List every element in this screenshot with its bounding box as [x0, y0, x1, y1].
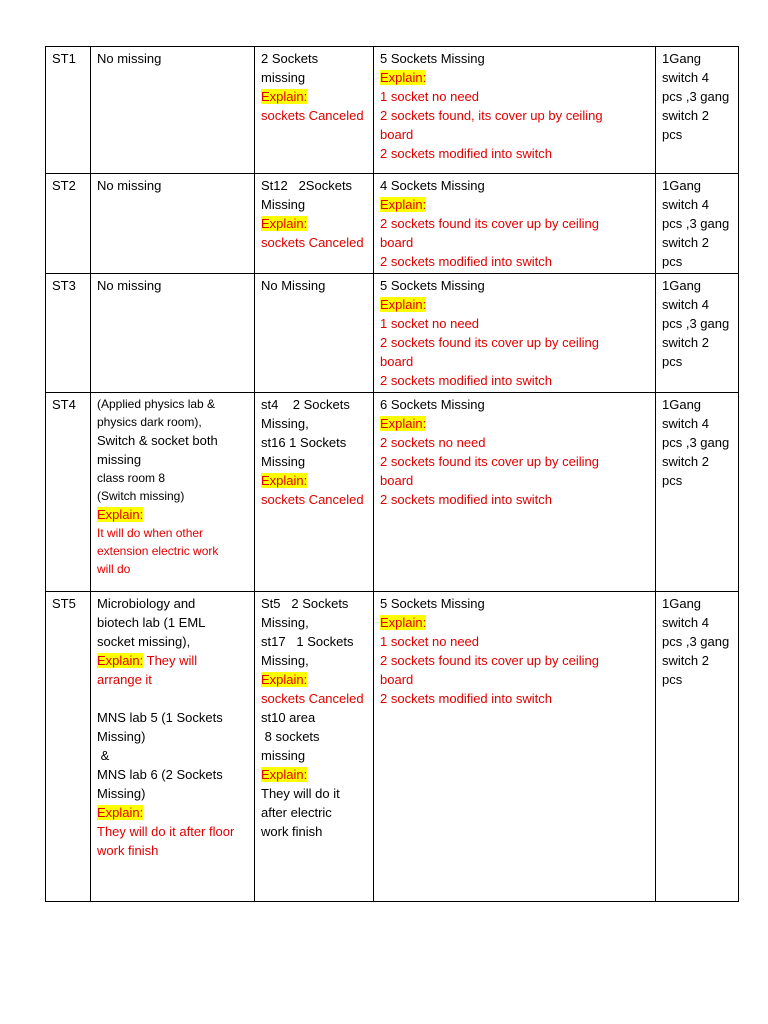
explain-text: sockets Canceled: [261, 691, 364, 706]
cell-text: 5 Sockets Missing: [380, 51, 485, 66]
explain-label: [380, 414, 649, 433]
table-body: [46, 47, 739, 902]
table-row: [46, 47, 739, 174]
cell-text: MNS lab 5 (1 Sockets: [97, 710, 223, 725]
explain-line: [97, 651, 248, 670]
cell-text: Missing,: [261, 416, 309, 431]
cell-text: Missing,: [261, 653, 309, 668]
cell-text: pcs ,3 gang: [662, 316, 730, 331]
row-id: ST3: [52, 278, 76, 293]
explain-text: sockets Canceled: [261, 235, 364, 250]
cell-col5: [656, 393, 739, 592]
cell-text: Missing,: [261, 615, 309, 630]
cell-text: 1Gang: [662, 397, 702, 412]
explain-highlight: Explain:: [380, 70, 427, 85]
explain-label: Explain:: [97, 653, 144, 668]
cell-text: missing: [97, 452, 142, 467]
cell-col3: [255, 393, 374, 592]
cell-text: pcs: [662, 473, 683, 488]
explain-text: board: [380, 354, 414, 369]
cell-col4: [374, 174, 656, 274]
explain-text: 1 socket no need: [380, 634, 480, 649]
cell-col3: [255, 592, 374, 902]
cell-text: st10 area: [261, 710, 316, 725]
explain-text: 1 socket no need: [380, 316, 480, 331]
cell-text: MNS lab 6 (2 Sockets: [97, 767, 223, 782]
table-row: [46, 592, 739, 902]
explain-text: 2 sockets found its cover up by ceiling: [380, 454, 599, 469]
cell-col5: [656, 592, 739, 902]
cell-text: 8 sockets: [261, 729, 320, 744]
row-id: ST4: [52, 397, 76, 412]
cell-text: pcs: [662, 672, 683, 687]
table-row: [46, 274, 739, 393]
cell-text: St5 2 Sockets: [261, 596, 349, 611]
cell-text: 1Gang: [662, 178, 702, 193]
cell-text: switch 4: [662, 416, 709, 431]
cell-col4: [374, 274, 656, 393]
explain-label: [380, 68, 649, 87]
cell-text: &: [97, 748, 110, 763]
explain-text: board: [380, 235, 414, 250]
explain-highlight: Explain:: [261, 89, 308, 104]
cell-text: switch 2: [662, 108, 709, 123]
cell-text: St12 2Sockets: [261, 178, 353, 193]
explain-label: [380, 613, 649, 632]
cell-text: missing: [261, 748, 306, 763]
explain-text: 2 sockets modified into switch: [380, 254, 552, 269]
cell-col2: [91, 174, 255, 274]
cell-text: physics dark room),: [97, 415, 202, 429]
explain-label: [97, 505, 248, 524]
cell-col5: [656, 47, 739, 174]
cell-text: missing: [261, 70, 306, 85]
cell-text: switch 4: [662, 70, 709, 85]
explain-label: [261, 471, 367, 490]
cell-text: switch 4: [662, 297, 709, 312]
cell-col4: [374, 47, 656, 174]
cell-text: pcs: [662, 254, 683, 269]
cell-text: switch 2: [662, 653, 709, 668]
cell-text: work finish: [261, 824, 323, 839]
cell-text: pcs ,3 gang: [662, 435, 730, 450]
cell-col3: [255, 47, 374, 174]
cell-text: Missing: [261, 454, 306, 469]
cell-text: pcs: [662, 127, 683, 142]
explain-highlight: Explain:: [261, 473, 308, 488]
explain-text: board: [380, 473, 414, 488]
explain-text: 2 sockets modified into switch: [380, 373, 552, 388]
explain-label: [261, 87, 367, 106]
socket-inspection-table: [45, 46, 739, 902]
cell-text: st4 2 Sockets: [261, 397, 350, 412]
spacer: [97, 689, 248, 708]
cell-text: Missing): [97, 729, 146, 744]
explain-text: They will do it after floor: [97, 824, 235, 839]
table-row: [46, 393, 739, 592]
explain-label: [261, 670, 367, 689]
row-id-cell: [46, 174, 91, 274]
cell-text: No Missing: [261, 278, 326, 293]
explain-text: They will: [143, 653, 198, 668]
row-id-cell: [46, 47, 91, 174]
explain-text: will do: [97, 562, 131, 576]
cell-text: Microbiology and: [97, 596, 196, 611]
cell-text: They will do it: [261, 786, 340, 801]
cell-text: pcs ,3 gang: [662, 89, 730, 104]
row-id-cell: [46, 592, 91, 902]
explain-text: 2 sockets modified into switch: [380, 691, 552, 706]
explain-text: work finish: [97, 843, 159, 858]
explain-highlight: Explain:: [380, 197, 427, 212]
cell-text: switch 2: [662, 335, 709, 350]
explain-label: [261, 214, 367, 233]
row-id: ST5: [52, 596, 76, 611]
cell-col5: [656, 274, 739, 393]
explain-text: 2 sockets found its cover up by ceiling: [380, 216, 599, 231]
cell-text: 1Gang: [662, 596, 702, 611]
cell-text: after electric: [261, 805, 332, 820]
explain-text: 2 sockets found, its cover up by ceiling: [380, 108, 603, 123]
explain-label: [380, 195, 649, 214]
explain-text: It will do when other: [97, 526, 204, 540]
explain-highlight: Explain:: [97, 805, 144, 820]
cell-text: pcs ,3 gang: [662, 634, 730, 649]
explain-text: board: [380, 672, 414, 687]
cell-col2: [91, 47, 255, 174]
explain-text: arrange it: [97, 672, 152, 687]
explain-text: extension electric work: [97, 544, 219, 558]
explain-text: sockets Canceled: [261, 108, 364, 123]
row-id: ST2: [52, 178, 76, 193]
explain-text: 2 sockets no need: [380, 435, 486, 450]
cell-text: biotech lab (1 EML: [97, 615, 206, 630]
cell-text: switch 2: [662, 235, 709, 250]
cell-text: Missing: [261, 197, 306, 212]
explain-text: 1 socket no need: [380, 89, 480, 104]
cell-col2: [91, 393, 255, 592]
row-id: ST1: [52, 51, 76, 66]
explain-text: 2 sockets modified into switch: [380, 492, 552, 507]
cell-text: pcs: [662, 354, 683, 369]
explain-highlight: Explain:: [380, 416, 427, 431]
cell-text: No missing: [97, 178, 162, 193]
cell-col2: [91, 592, 255, 902]
explain-highlight: Explain:: [261, 767, 308, 782]
explain-text: 2 sockets found its cover up by ceiling: [380, 335, 599, 350]
cell-text: 6 Sockets Missing: [380, 397, 485, 412]
row-id-cell: [46, 274, 91, 393]
explain-highlight: Explain:: [97, 507, 144, 522]
explain-highlight: Explain:: [380, 297, 427, 312]
cell-text: switch 2: [662, 454, 709, 469]
table-row: [46, 174, 739, 274]
explain-text: board: [380, 127, 414, 142]
cell-text: No missing: [97, 278, 162, 293]
explain-text: 2 sockets found its cover up by ceiling: [380, 653, 599, 668]
cell-col4: [374, 393, 656, 592]
cell-text: (Applied physics lab &: [97, 397, 216, 411]
cell-text: pcs ,3 gang: [662, 216, 730, 231]
explain-highlight: Explain:: [261, 672, 308, 687]
cell-text: st17 1 Sockets: [261, 634, 354, 649]
cell-col3: [255, 174, 374, 274]
cell-text: (Switch missing): [97, 489, 185, 503]
cell-text: 1Gang: [662, 278, 702, 293]
explain-text: 2 sockets modified into switch: [380, 146, 552, 161]
row-id-cell: [46, 393, 91, 592]
explain-label: [261, 765, 367, 784]
cell-text: 5 Sockets Missing: [380, 278, 485, 293]
cell-text: No missing: [97, 51, 162, 66]
cell-text: switch 4: [662, 615, 709, 630]
cell-text: 2 Sockets: [261, 51, 319, 66]
cell-text: socket missing),: [97, 634, 191, 649]
cell-col2: [91, 274, 255, 393]
cell-col4: [374, 592, 656, 902]
explain-highlight: Explain:: [380, 615, 427, 630]
cell-col3: [255, 274, 374, 393]
cell-text: switch 4: [662, 197, 709, 212]
cell-text: 1Gang: [662, 51, 702, 66]
cell-text: Missing): [97, 786, 146, 801]
cell-col5: [656, 174, 739, 274]
explain-text: sockets Canceled: [261, 492, 364, 507]
cell-text: 5 Sockets Missing: [380, 596, 485, 611]
explain-highlight: Explain:: [261, 216, 308, 231]
cell-text: class room 8: [97, 471, 166, 485]
cell-text: Switch & socket both: [97, 433, 218, 448]
cell-text: 4 Sockets Missing: [380, 178, 485, 193]
explain-label: [380, 295, 649, 314]
explain-label: [97, 803, 248, 822]
cell-text: st16 1 Sockets: [261, 435, 347, 450]
